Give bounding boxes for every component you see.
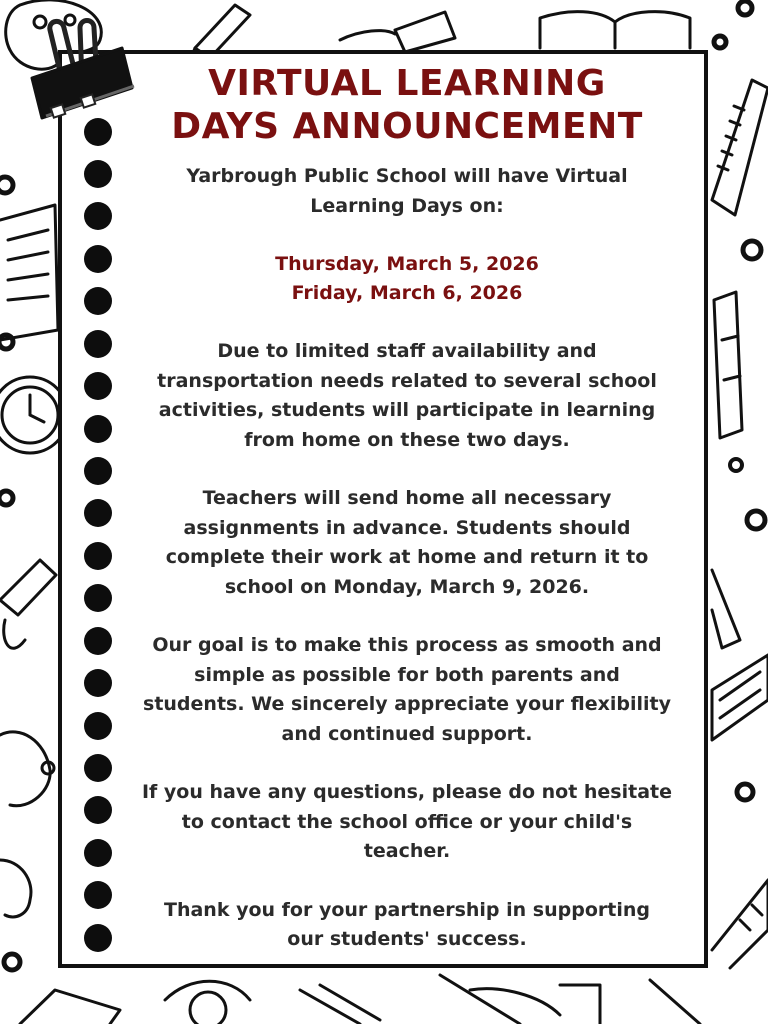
announcement-content [112,62,702,955]
reason-line: activities, students will participate in learning [158,399,656,421]
hole [84,499,112,527]
assignments-line: complete their work at home and return it to [165,546,649,568]
assignments-line: assignments in advance. Students should [183,516,631,539]
virtual-dates [112,250,702,308]
hole [84,627,112,655]
reason-line: from home on these two days. [244,428,570,451]
thanks-line: our students' success. [287,928,527,950]
goal-paragraph [112,631,702,749]
hole [84,372,112,400]
goal-line: students. We sincerely appreciate your flexibility [143,693,671,715]
hole [84,287,112,315]
thanks-paragraph [112,896,702,955]
goal-line: simple as possible for both parents and [194,663,620,686]
reason-line: transportation needs related to several school [157,369,657,392]
ruler-icon [712,80,768,215]
questions-line: If you have any questions, please do not hesitate [141,781,673,803]
hole [84,415,112,443]
thanks-line: Thank you for your partnership in supporting [164,898,650,921]
questions-line: teacher. [363,840,451,862]
hole [84,754,112,782]
hole [84,839,112,867]
pencil-icon-right [714,292,742,438]
marker-icon [395,12,455,52]
hole [84,245,112,273]
assignments-line: Teachers will send home all necessary [202,487,612,509]
hole [84,712,112,740]
hole [84,881,112,909]
hole [84,160,112,188]
reason-line: Due to limited staff availability and [217,340,597,362]
hole [84,584,112,612]
goal-line: Our goal is to make this process as smooth and [152,634,662,656]
hole [84,330,112,358]
announcement-title [112,62,702,148]
reason-paragraph [112,337,702,455]
title-line: DAYS ANNOUNCEMENT [171,106,643,147]
notebook-icon [0,205,58,340]
hole [84,796,112,824]
goal-line: and continued support. [281,722,533,745]
book-icon [540,12,690,48]
brush-icon-left [0,560,56,615]
intro-paragraph [112,162,702,221]
assignments-paragraph [112,484,702,602]
hole [84,202,112,230]
hole [84,542,112,570]
date-line: Friday, March 6, 2026 [291,282,523,304]
brush-icon [712,570,740,648]
intro-line: Yarbrough Public School will have Virtual [186,165,628,187]
title-line: VIRTUAL LEARNING [208,63,606,104]
hole [84,924,112,952]
hole [84,457,112,485]
eraser-icon [20,990,120,1024]
binder-holes [84,118,114,948]
questions-line: to contact the school office or your child's [181,810,633,833]
hole [84,669,112,697]
date-line: Thursday, March 5, 2026 [275,253,539,275]
crayon-icon [712,655,768,740]
pen-icon [440,975,520,1024]
ruler-icon-bottom [712,880,768,968]
intro-line: Learning Days on: [310,194,504,217]
assignments-line: school on Monday, March 9, 2026. [224,575,590,598]
questions-paragraph [112,778,702,867]
